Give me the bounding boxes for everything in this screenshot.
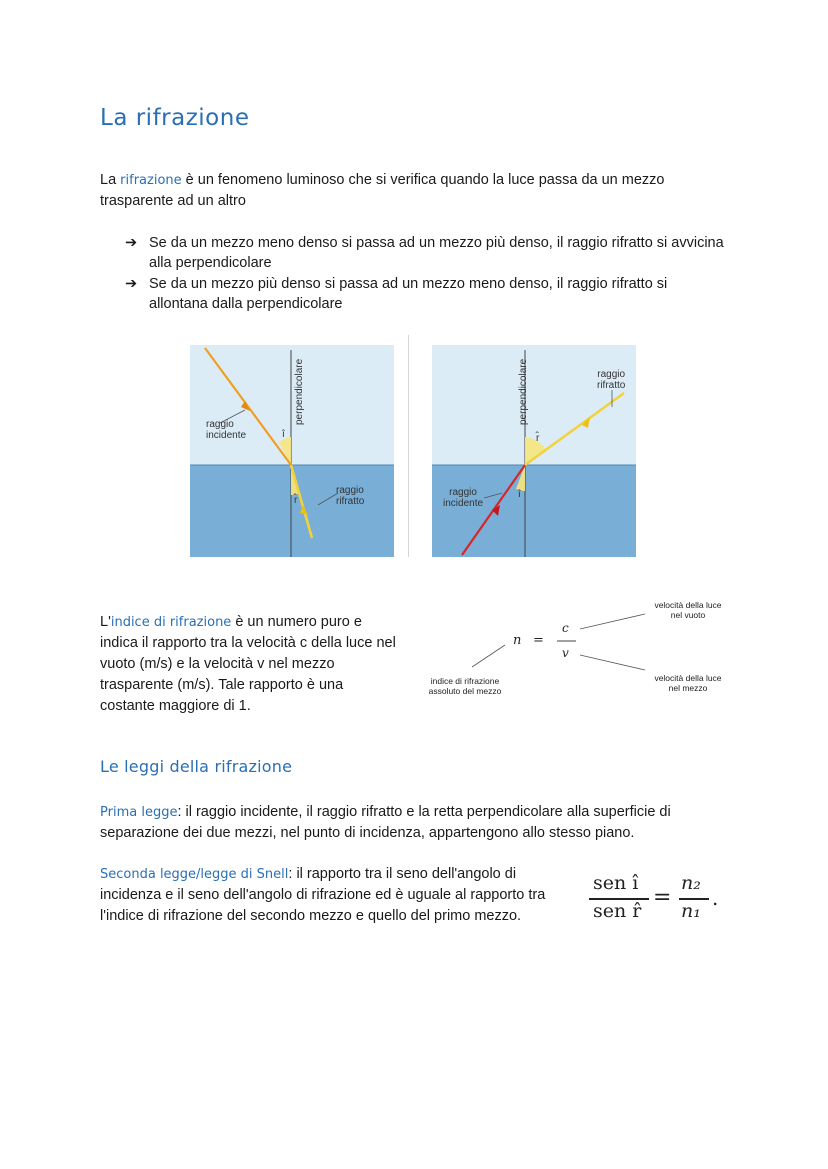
- air-region: [190, 345, 394, 465]
- index-paragraph: [100, 612, 400, 717]
- index-text: è un numero puro e indica il rapporto tra la velocità c della luce nel vuoto (m/s) e la velocità v nel mezzo trasparente (m/s). Tale rapporto è una costante maggiore di 1.: [100, 614, 396, 714]
- label-absolute-index: indice di rifrazione assoluto del mezzo: [428, 676, 502, 696]
- snell-equals: =: [653, 885, 672, 910]
- perpendicular-label: perpendicolare: [518, 358, 529, 425]
- incident-label: raggio incidente: [206, 419, 247, 441]
- perpendicular-label: perpendicolare: [294, 358, 305, 425]
- symbol-v: v: [562, 646, 569, 660]
- list-item: [125, 274, 725, 314]
- intro-prefix: La: [100, 172, 121, 188]
- diagram-divider: [408, 335, 409, 557]
- refracted-label: raggio rifratto: [597, 369, 626, 391]
- bullet-list: [125, 233, 725, 315]
- first-law-paragraph: [100, 802, 740, 844]
- water-region: [432, 465, 636, 557]
- arrow-icon: ➔: [125, 276, 138, 292]
- angle-i-label: î: [518, 489, 521, 500]
- intro-keyword: rifrazione: [120, 173, 182, 188]
- intro-paragraph: [100, 170, 740, 212]
- page-title: La rifrazione: [100, 105, 250, 131]
- symbol-equals: =: [533, 633, 544, 648]
- second-law-text: : il rapporto tra il seno dell'angolo di incidenza e il seno dell'angolo di rifrazione ed è uguale al rapporto tra l'indice di rifrazione del secondo mezzo e quello del primo mezzo.: [100, 866, 546, 924]
- first-law-keyword: Prima legge: [100, 805, 178, 820]
- label-light-speed-medium: velocità della luce nel mezzo: [654, 673, 722, 693]
- snell-denominator-left: sen r̂: [593, 900, 642, 922]
- angle-r-label: r̂: [294, 495, 298, 506]
- refraction-diagram-2: [432, 345, 636, 557]
- snell-numerator-right: n₂: [681, 872, 701, 894]
- laws-heading: Le leggi della rifrazione: [100, 757, 293, 776]
- index-formula: [420, 595, 740, 705]
- snell-numerator-left: sen î: [593, 872, 639, 894]
- bullet-text: Se da un mezzo più denso si passa ad un mezzo meno denso, il raggio rifratto si allontana dalla perpendicolare: [149, 276, 668, 312]
- bullet-text: Se da un mezzo meno denso si passa ad un mezzo più denso, il raggio rifratto si avvicina alla perpendicolare: [149, 235, 724, 271]
- arrow-icon: ➔: [125, 235, 138, 251]
- snell-period: .: [712, 886, 719, 910]
- label-light-speed-vacuum: velocità della luce nel vuoto: [654, 600, 722, 620]
- pointer-c: [580, 614, 645, 629]
- intro-text: è un fenomeno luminoso che si verifica quando la luce passa da un mezzo trasparente ad un altro: [100, 172, 665, 209]
- snell-formula: [585, 868, 735, 928]
- second-law-keyword: Seconda legge/legge di Snell: [100, 867, 289, 882]
- angle-i-label: î: [282, 429, 285, 440]
- second-law-paragraph: [100, 864, 560, 927]
- angle-r-label: r̂: [536, 433, 540, 444]
- refraction-diagram-1: [190, 345, 394, 557]
- index-prefix: L': [100, 614, 111, 630]
- index-keyword: indice di rifrazione: [110, 615, 232, 630]
- first-law-text: : il raggio incidente, il raggio rifratto e la retta perpendicolare alla superficie di separazione dei due mezzi, nel punto di incidenza, appartengono allo stesso piano.: [100, 804, 671, 841]
- diagram-1-graphic: [190, 345, 394, 557]
- pointer-n: [472, 645, 505, 667]
- symbol-n: n: [513, 633, 522, 648]
- symbol-c: c: [562, 621, 569, 635]
- refracted-label: raggio rifratto: [336, 485, 365, 507]
- list-item: [125, 233, 725, 273]
- incident-label: raggio incidente: [443, 487, 484, 509]
- pointer-v: [580, 655, 645, 670]
- snell-denominator-right: n₁: [681, 900, 701, 922]
